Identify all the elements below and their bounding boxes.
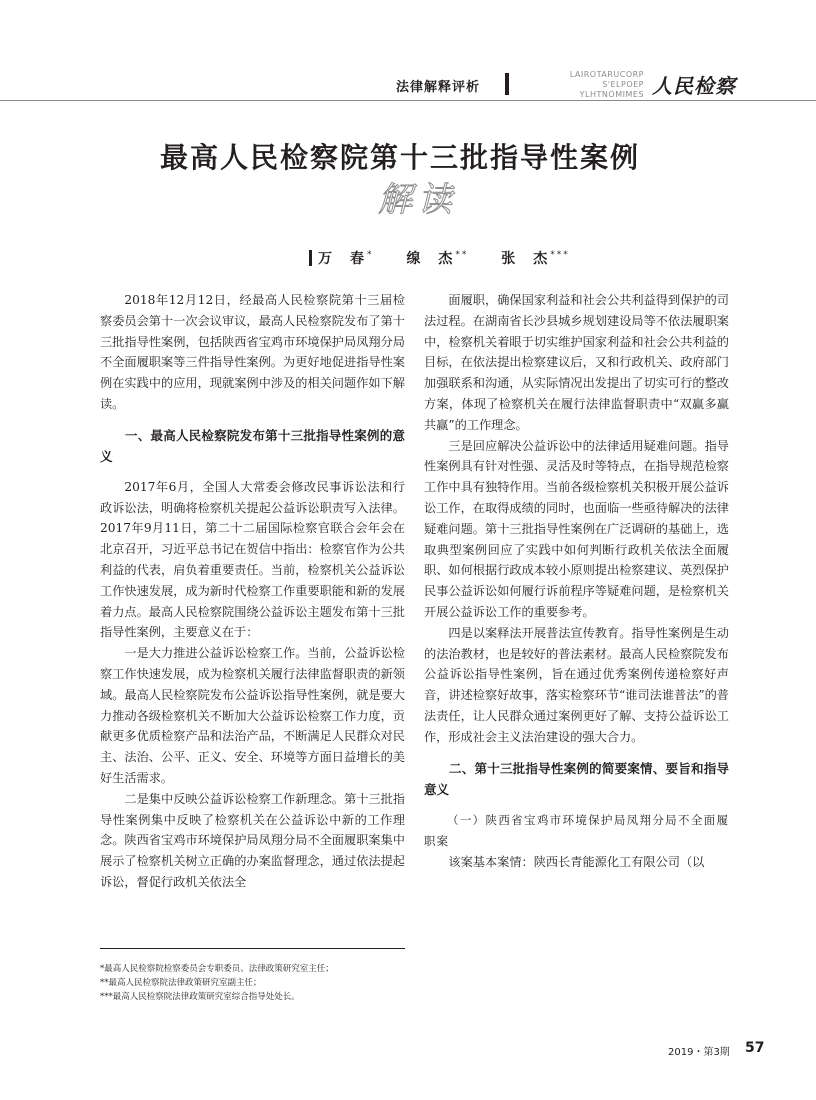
header-rule [0,100,816,101]
mirror-line-2: YLHTNOMIMES [579,90,644,99]
footnote-3: ***最高人民检察院法律政策研究室综合指导处处长。 [100,992,300,1002]
footnote-rule [100,948,405,949]
author-line [318,248,596,268]
author-3: 张 杰*** [501,250,570,267]
left-column [100,290,405,893]
footnote-2: **最高人民检察院法律政策研究室副主任； [100,978,262,988]
page-number: 57 [745,1040,765,1056]
journal-masthead: 人民检察 [652,74,736,98]
mirror-line-1: LAIROTARUCORP S'ELPOEP [569,70,644,89]
case-heading-1: （一）陕西省宝鸡市环境保护局凤翔分局不全面履职案 [424,812,729,848]
paragraph: 2018年12月12日，经最高人民检察院第十三届检察委员会第十一次会议审议，最高人民检察院发布了第十三批指导性案例，包括陕西省宝鸡市环境保护局凤翔分局不全面履职案等三件指导性案例。为更好地促进指导性案例在实践中的应用，现就案例中涉及的相关问题作如下解读。 [100,293,405,411]
author-1: 万 春* [318,250,374,267]
section-divider-bar [505,73,509,95]
section-heading-2: 二、第十三批指导性案例的简要案情、要旨和指导意义 [424,760,729,797]
paragraph: 一是大力推进公益诉讼检察工作。当前，公益诉讼检察工作快速发展，成为检察机关履行法律监督职责的新领域。最高人民检察院发布公益诉讼指导性案例，就是要大力推动各级检察机关不断加大公益诉讼检察工作力度，贡献更多优质检察产品和法治产品，不断满足人民群众对民主、法治、公平、正义、安全、环境等方面日益增长的美好生活需求。 [100,646,405,785]
section-heading-1: 一、最高人民检察院发布第十三批指导性案例的意义 [100,427,405,464]
article-subtitle: 解读 [378,180,458,220]
masthead-mirror-text [538,70,644,100]
paragraph: 2017年6月，全国人大常委会修改民事诉讼法和行政诉讼法，明确将检察机关提起公益诉讼职责写入法律。2017年9月11日，第二十二届国际检察官联合会年会在北京召开，习近平总书记在贺信中指出：检察官作为公共利益的代表，肩负着重要责任。当前，检察机关公益诉讼工作快速发展，成为新时代检察工作重要职能和新的发展着力点。最高人民检察院围绕公益诉讼主题发布第十三批指导性案例，主要意义在于： [100,479,405,640]
paragraph: 四是以案释法开展普法宣传教育。指导性案例是生动的法治教材，也是较好的普法素材。最高人民检察院发布公益诉讼指导性案例，旨在通过优秀案例传递检察好声音，讲述检察好故事，落实检察环节“谁司法谁普法”的普法责任，让人民群众通过案例更好了解、支持公益诉讼工作，形成社会主义法治建设的强大合力。 [424,625,729,744]
footnote-1: *最高人民检察院检察委员会专职委员、法律政策研究室主任； [100,964,334,974]
paragraph: 面履职，确保国家利益和社会公共利益得到保护的司法过程。在湖南省长沙县城乡规划建设局等不依法履职案中，检察机关着眼于切实维护国家利益和社会公共利益的目标，在依法提出检察建议后，又和行政机关、政府部门加强联系和沟通，从实际情况出发提出了切实可行的整改方案，体现了检察机关在履行法律监督职责中“双赢多赢共赢”的工作理念。 [424,293,729,432]
author-marker-bar [309,250,312,266]
paragraph: 二是集中反映公益诉讼检察工作新理念。第十三批指导性案例集中反映了检察机关在公益诉讼中新的工作理念。陕西省宝鸡市环境保护局凤翔分局不全面履职案集中展示了检察机关树立正确的办案监督理念，通过依法提起诉讼，督促行政机关依法全 [100,791,405,889]
footnotes [100,962,420,1004]
author-2: 缐 杰** [406,250,469,267]
issue-label: 2019・第3期 [668,1047,730,1058]
paragraph: 三是回应解决公益诉讼中的法律适用疑难问题。指导性案例具有针对性强、灵活及时等特点，在指导规范检察工作中具有独特作用。当前各级检察机关积极开展公益诉讼工作，在取得成绩的同时，也面临一些亟待解决的法律疑难问题。第十三批指导性案例在广泛调研的基础上，选取典型案例回应了实践中如何判断行政机关依法全面履职、如何根据行政成本较小原则提出检察建议、英烈保护民事公益诉讼如何履行诉前程序等疑难问题，是检察机关开展公益诉讼工作的重要参考。 [424,438,729,619]
paragraph: 该案基本案情：陕西长青能源化工有限公司（以 [448,854,705,869]
section-tag: 法律解释评析 [396,80,481,95]
right-column [424,290,729,872]
article-title: 最高人民检察院第十三批指导性案例 [160,141,641,174]
